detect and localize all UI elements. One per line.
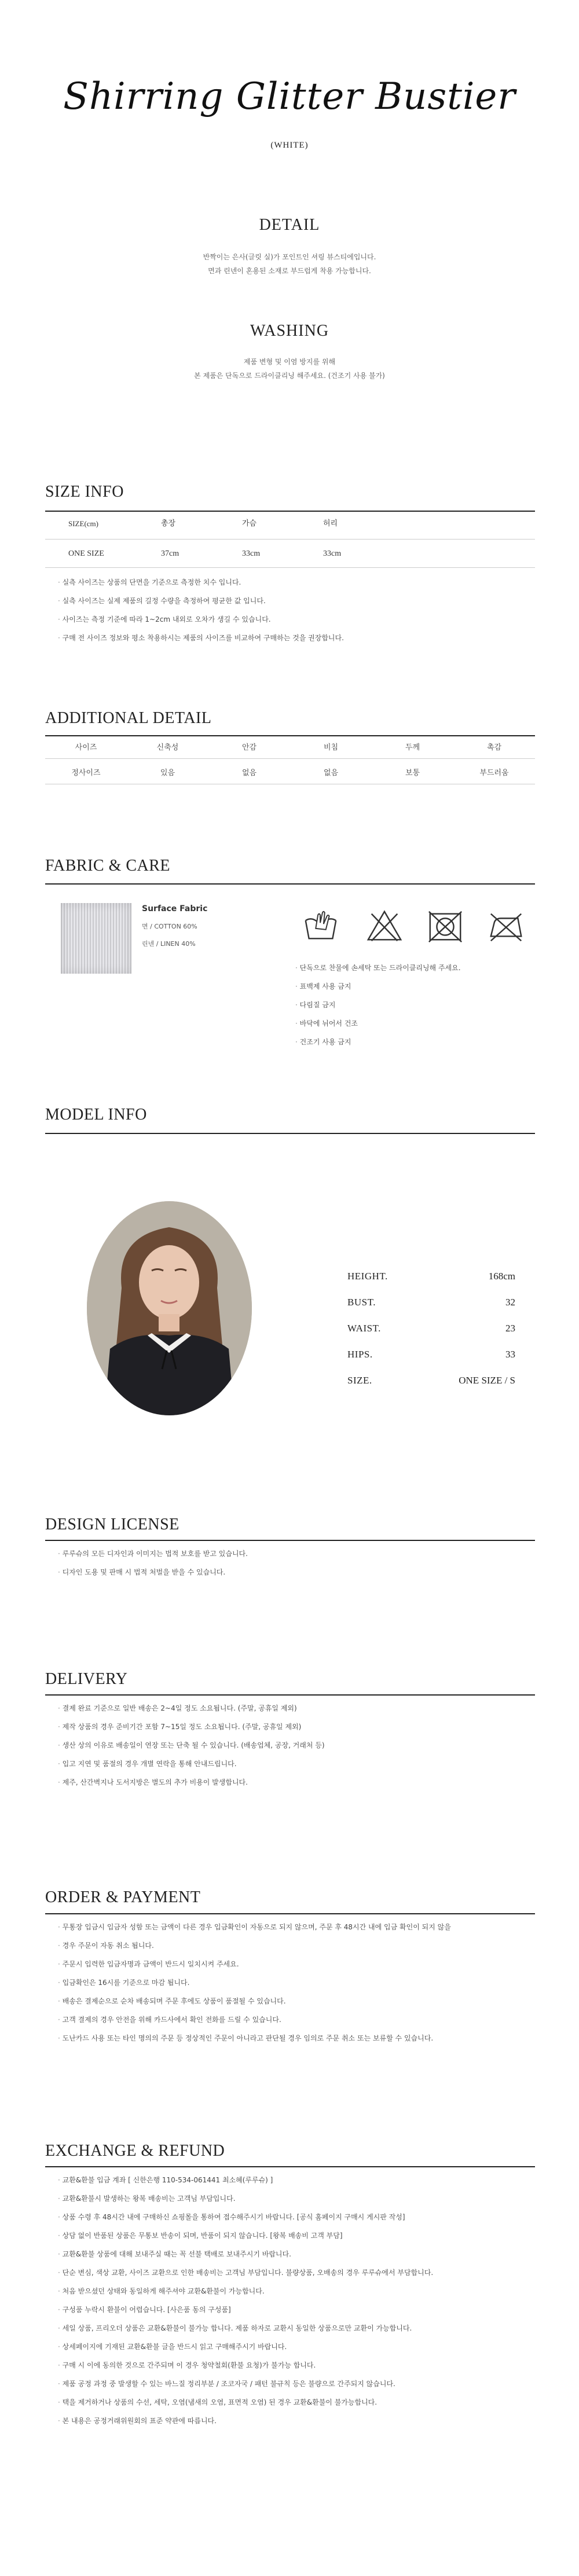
washing-line-2: 본 제품은 단독으로 드라이클리닝 해주세요. (건조기 사용 불가) [194,372,385,380]
model-stat-label: BUST. [347,1297,376,1308]
additional-header-cell: 비침 [323,743,339,752]
no-iron-icon [486,906,526,945]
divider [45,511,535,512]
list-item: · 생산 상의 이유로 배송일이 연장 또는 단축 될 수 있습니다. (배송업체, 공장, 거래처 등) [58,1736,325,1755]
fabric-care-heading: FABRIC & CARE [45,857,171,875]
list-item: · 실측 사이즈는 실제 제품의 길정 수량을 측정하여 평균한 값 입니다. [58,592,344,610]
list-item: · 본 내용은 공정거래위원회의 표준 약관에 따릅니다. [58,2412,433,2430]
product-color: (WHITE) [270,141,309,150]
divider [45,539,535,540]
model-stat-value: 33 [505,1349,515,1360]
list-item: · 디자인 도용 및 판매 시 법적 처벌을 받을 수 있습니다. [58,1563,248,1581]
list-item: · 상세페이지에 기재된 교환&환불 글을 반드시 읽고 구매해주시기 바랍니다. [58,2338,433,2356]
additional-value-cell: 정사이즈 [71,769,101,777]
model-stat-label: HEIGHT. [347,1271,388,1282]
fabric-title: Surface Fabric [142,904,208,913]
divider [45,2166,535,2167]
additional-header-cell: 신축성 [156,743,179,752]
list-item: · 주문시 입력한 입금자명과 금액이 반드시 일치시켜 주세요. [58,1955,451,1973]
list-item: · 입금확인은 16시를 기준으로 마감 됩니다. [58,1973,451,1992]
list-item: · 표백제 사용 금지 [295,977,461,996]
no-tumble-dry-icon [426,906,465,945]
detail-line-1: 반짝이는 은사(글릿 실)가 포인트인 셔링 뷰스티에입니다. [203,253,376,261]
size-cell: 37cm [161,549,179,558]
divider [45,1913,535,1914]
model-stat-value: ONE SIZE / S [459,1375,515,1386]
additional-detail-heading: ADDITIONAL DETAIL [45,709,212,727]
model-stat-label: SIZE. [347,1375,372,1386]
list-item: · 다림질 금지 [295,996,461,1014]
model-stat-value: 23 [505,1323,515,1334]
list-item: · 루루슈의 모든 디자인과 이미지는 법적 보호를 받고 있습니다. [58,1544,248,1563]
additional-header-cell: 두께 [405,743,420,752]
list-item: · 교환&환불시 발생하는 왕복 배송비는 고객님 부담입니다. [58,2189,433,2208]
size-info-heading: SIZE INFO [45,483,124,501]
order-list [58,1918,451,2047]
list-item: · 택을 제거하거나 상품의 수선, 세탁, 오염(냄새의 오염, 표면적 오염) 된 경우 교환&환불이 불가능합니다. [58,2393,433,2412]
size-header: 총장 [161,519,176,528]
delivery-heading: DELIVERY [45,1670,128,1688]
license-list [58,1544,248,1581]
list-item: · 배송은 결제순으로 순차 배송되며 주문 후에도 상품이 품절될 수 있습니다. [58,1992,451,2010]
divider [45,1540,535,1541]
list-item: · 세일 상품, 프리오더 상품은 교환&환불이 불가능 합니다. 제품 하자로 교환시 동일한 상품으로만 교환이 가능합니다. [58,2319,433,2338]
no-bleach-icon [365,906,404,945]
list-item: · 제주, 산간벽지나 도서지방은 별도의 추가 비용이 발생합니다. [58,1773,325,1792]
product-title: Shirring Glitter Bustier [63,75,516,118]
detail-heading: DETAIL [259,216,320,234]
additional-value-cell: 있음 [160,769,175,777]
care-notes [295,959,461,1051]
divider [45,567,535,568]
additional-header-cell: 촉감 [486,743,502,752]
model-info-heading: MODEL INFO [45,1106,147,1124]
list-item: · 도난카드 사용 또는 타인 명의의 주문 등 정상적인 주문이 아니라고 판단될 경우 임의로 주문 취소 또는 보류할 수 있습니다. [58,2029,451,2047]
size-header: 가슴 [242,519,257,528]
list-item: · 단순 변심, 색상 교환, 사이즈 교환으로 인한 배송비는 고객님 부담입니다. 불량상품, 오배송의 경우 루루슈에서 부담합니다. [58,2263,433,2282]
size-cell: 33cm [242,549,261,558]
divider [45,758,535,759]
size-cell: 33cm [323,549,342,558]
delivery-list [58,1699,325,1792]
divider [45,735,535,736]
list-item: · 제작 상품의 경우 준비기간 포함 7~15일 정도 소요됩니다. (주말, 공휴일 제외) [58,1718,325,1736]
list-item: · 단독으로 찬물에 손세탁 또는 드라이클리닝해 주세요. [295,959,461,977]
list-item: · 교환&환불 입금 계좌 [ 신한은행 110-534-061441 최소혜(루루슈) ] [58,2171,433,2189]
washing-line-1: 제품 변형 및 이염 방지를 위해 [243,358,336,366]
additional-header-cell: 사이즈 [75,743,97,752]
fabric-swatch [61,903,131,974]
list-item: · 처음 받으셨던 상태와 동일하게 해주셔야 교환&환불이 가능합니다. [58,2282,433,2300]
list-item: · 구성품 누락시 환불이 어렵습니다. [사은품 동의 구성품] [58,2300,433,2319]
model-photo [87,1201,252,1415]
list-item: · 제품 공정 과정 중 발생할 수 있는 바느질 정리부분 / 조코자국 / 패턴 불규칙 등은 불량으로 간주되지 않습니다. [58,2375,433,2393]
list-item: · 실측 사이즈는 상품의 단면을 기준으로 측정한 치수 입니다. [58,573,344,592]
model-stat-value: 168cm [488,1271,515,1282]
list-item: · 교환&환불 상품에 대해 보내주실 때는 꼭 선불 택배로 보내주시기 바랍니다. [58,2245,433,2263]
additional-value-cell: 보통 [405,769,420,777]
size-header-row [45,512,535,535]
additional-value-cell: 없음 [323,769,339,777]
list-item: · 무통장 입금시 입금자 성함 또는 금액이 다른 경우 입금확인이 자동으로 되지 않으며, 주문 후 48시간 내에 입금 확인이 되지 않을 [58,1918,451,1936]
list-item: · 고객 결제의 경우 안전을 위해 카드사에서 확인 전화를 드릴 수 있습니다. [58,2010,451,2029]
detail-line-2: 면과 린넨이 혼용된 소재로 부드럽게 착용 가능합니다. [208,267,371,275]
list-item: · 경우 주문이 자동 취소 됩니다. [58,1936,451,1955]
fabric-item: 린넨 / LINEN 40% [142,940,196,948]
size-cell: ONE SIZE [68,549,104,558]
list-item: · 결제 완료 기준으로 일반 배송은 2~4일 정도 소요됩니다. (주말, 공휴일 제외) [58,1699,325,1718]
design-license-heading: DESIGN LICENSE [45,1515,179,1533]
list-item: · 구매 전 사이즈 정보와 평소 착용하시는 제품의 사이즈를 비교하여 구매하는 것을 권장합니다. [58,629,344,647]
list-item: · 구매 시 이에 동의한 것으로 간주되며 이 경우 청약철회(환불 요청)가 불가능 합니다. [58,2356,433,2375]
size-header: SIZE(cm) [68,519,98,528]
model-stat-label: HIPS. [347,1349,373,1360]
list-item: · 사이즈는 측정 기준에 따라 1~2cm 내외로 오차가 생길 수 있습니다. [58,610,344,629]
table-row [45,542,535,566]
additional-header-cell: 안감 [241,743,257,752]
list-item: · 상품 수령 후 48시간 내에 구매하신 쇼핑몰을 통하여 접수해주시기 바랍니다. [공식 홈페이지 구매시 게시판 작성] [58,2208,433,2226]
model-stat-value: 32 [505,1297,515,1308]
exchange-list [58,2171,433,2430]
size-header: 허리 [323,519,338,528]
hand-wash-icon [301,906,340,945]
washing-heading: WASHING [250,322,329,340]
list-item: · 입고 지연 및 품절의 경우 개별 연락을 통해 안내드립니다. [58,1755,325,1773]
list-item: · 건조기 사용 금지 [295,1033,461,1051]
additional-value-cell: 부드러움 [479,769,509,777]
list-item: · 상담 없이 반품된 상품은 무통보 반송이 되며, 반품이 되지 않습니다. [왕복 배송비 고객 부담] [58,2226,433,2245]
divider [45,883,535,885]
exchange-refund-heading: EXCHANGE & REFUND [45,2142,225,2160]
divider [45,1133,535,1134]
additional-value-cell: 없음 [241,769,257,777]
fabric-item: 면 / COTTON 60% [142,923,197,930]
list-item: · 바닥에 뉘어서 건조 [295,1014,461,1033]
size-notes [58,573,344,647]
order-payment-heading: ORDER & PAYMENT [45,1888,201,1906]
model-stat-label: WAIST. [347,1323,381,1334]
divider [45,1694,535,1696]
